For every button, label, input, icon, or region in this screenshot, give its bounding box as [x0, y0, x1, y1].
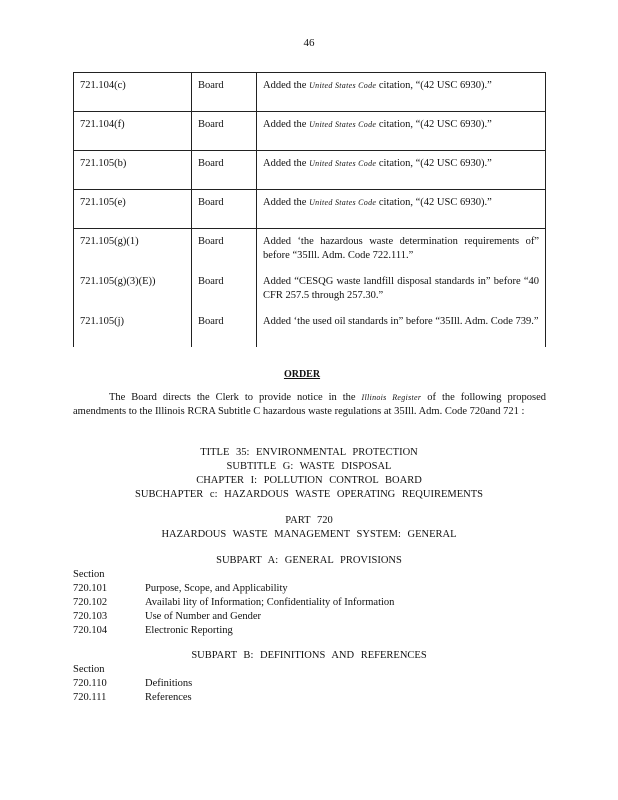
table-row: [74, 112, 546, 151]
action-cell: Added ‘the hazardous waste determination requirements of” before “35Ill. Adm. Code 722.111.” Added “CESQG waste landfill disposal standards in” before “40 CFR 257.5 through 257.30.” Added ‘the used oil standards in” before “35Ill. Adm. Code 739.”: [257, 229, 546, 348]
source-cell: Board Board Board: [192, 229, 257, 348]
part-heading: PART 720: [285, 515, 333, 526]
chapter-heading: CHAPTER I: POLLUTION CONTROL BOARD: [196, 475, 422, 486]
section-cell: 721.105(g)(1) 721.105(g)(3)(E)) 721.105(j): [74, 229, 192, 348]
subpart-b-section-list: [73, 663, 546, 705]
list-item: 720.104 Electronic Reporting: [73, 625, 233, 636]
source-cell: Board: [192, 151, 257, 190]
title-heading: TITLE 35: ENVIRONMENTAL PROTECTION: [200, 447, 418, 458]
list-item: 720.101 Purpose, Scope, and Applicability: [73, 583, 288, 594]
amendments-table: [73, 72, 546, 347]
order-paragraph: The Board directs the Clerk to provide notice in the Illinois Register of the following proposed amendments to the Illinois RCRA Subtitle C hazardous waste regulations at 35Ill. Adm. Code 720and 721 :: [73, 392, 546, 417]
subpart-b-heading: SUBPART B: DEFINITIONS AND REFERENCES: [191, 650, 427, 661]
page-number: 46: [303, 37, 315, 49]
section-cell: 721.104(c): [74, 73, 192, 112]
source-cell: Board: [192, 190, 257, 229]
table-row-group: [74, 229, 546, 348]
section-cell: 721.105(b): [74, 151, 192, 190]
source-cell: Board: [192, 112, 257, 151]
list-item: 720.103 Use of Number and Gender: [73, 611, 262, 622]
section-cell: 721.105(e): [74, 190, 192, 229]
action-cell: Added the United States Code citation, “(42 USC 6930).”: [257, 190, 546, 229]
list-item: 720.102 Availabi lity of Information; Confidentiality of Information: [73, 597, 395, 608]
subpart-a-section-list: [73, 568, 546, 638]
action-cell: Added the United States Code citation, “(42 USC 6930).”: [257, 112, 546, 151]
subpart-a-heading: SUBPART A: GENERAL PROVISIONS: [216, 555, 402, 566]
list-item: 720.110 Definitions: [73, 678, 193, 689]
order-heading: ORDER: [283, 369, 321, 380]
source-cell: Board: [192, 73, 257, 112]
section-label: Section: [73, 569, 105, 580]
subtitle-heading: SUBTITLE G: WASTE DISPOSAL: [226, 461, 392, 472]
table-row: [74, 151, 546, 190]
table-row: [74, 190, 546, 229]
table-row: [74, 73, 546, 112]
action-cell: Added the United States Code citation, “(42 USC 6930).”: [257, 73, 546, 112]
subchapter-heading: SUBCHAPTER c: HAZARDOUS WASTE OPERATING REQUIREMENTS: [135, 489, 483, 500]
part-name-heading: HAZARDOUS WASTE MANAGEMENT SYSTEM: GENERAL: [161, 529, 457, 540]
list-item: 720.111 References: [73, 692, 192, 703]
section-label: Section: [73, 664, 105, 675]
section-cell: 721.104(f): [74, 112, 192, 151]
action-cell: Added the United States Code citation, “(42 USC 6930).”: [257, 151, 546, 190]
